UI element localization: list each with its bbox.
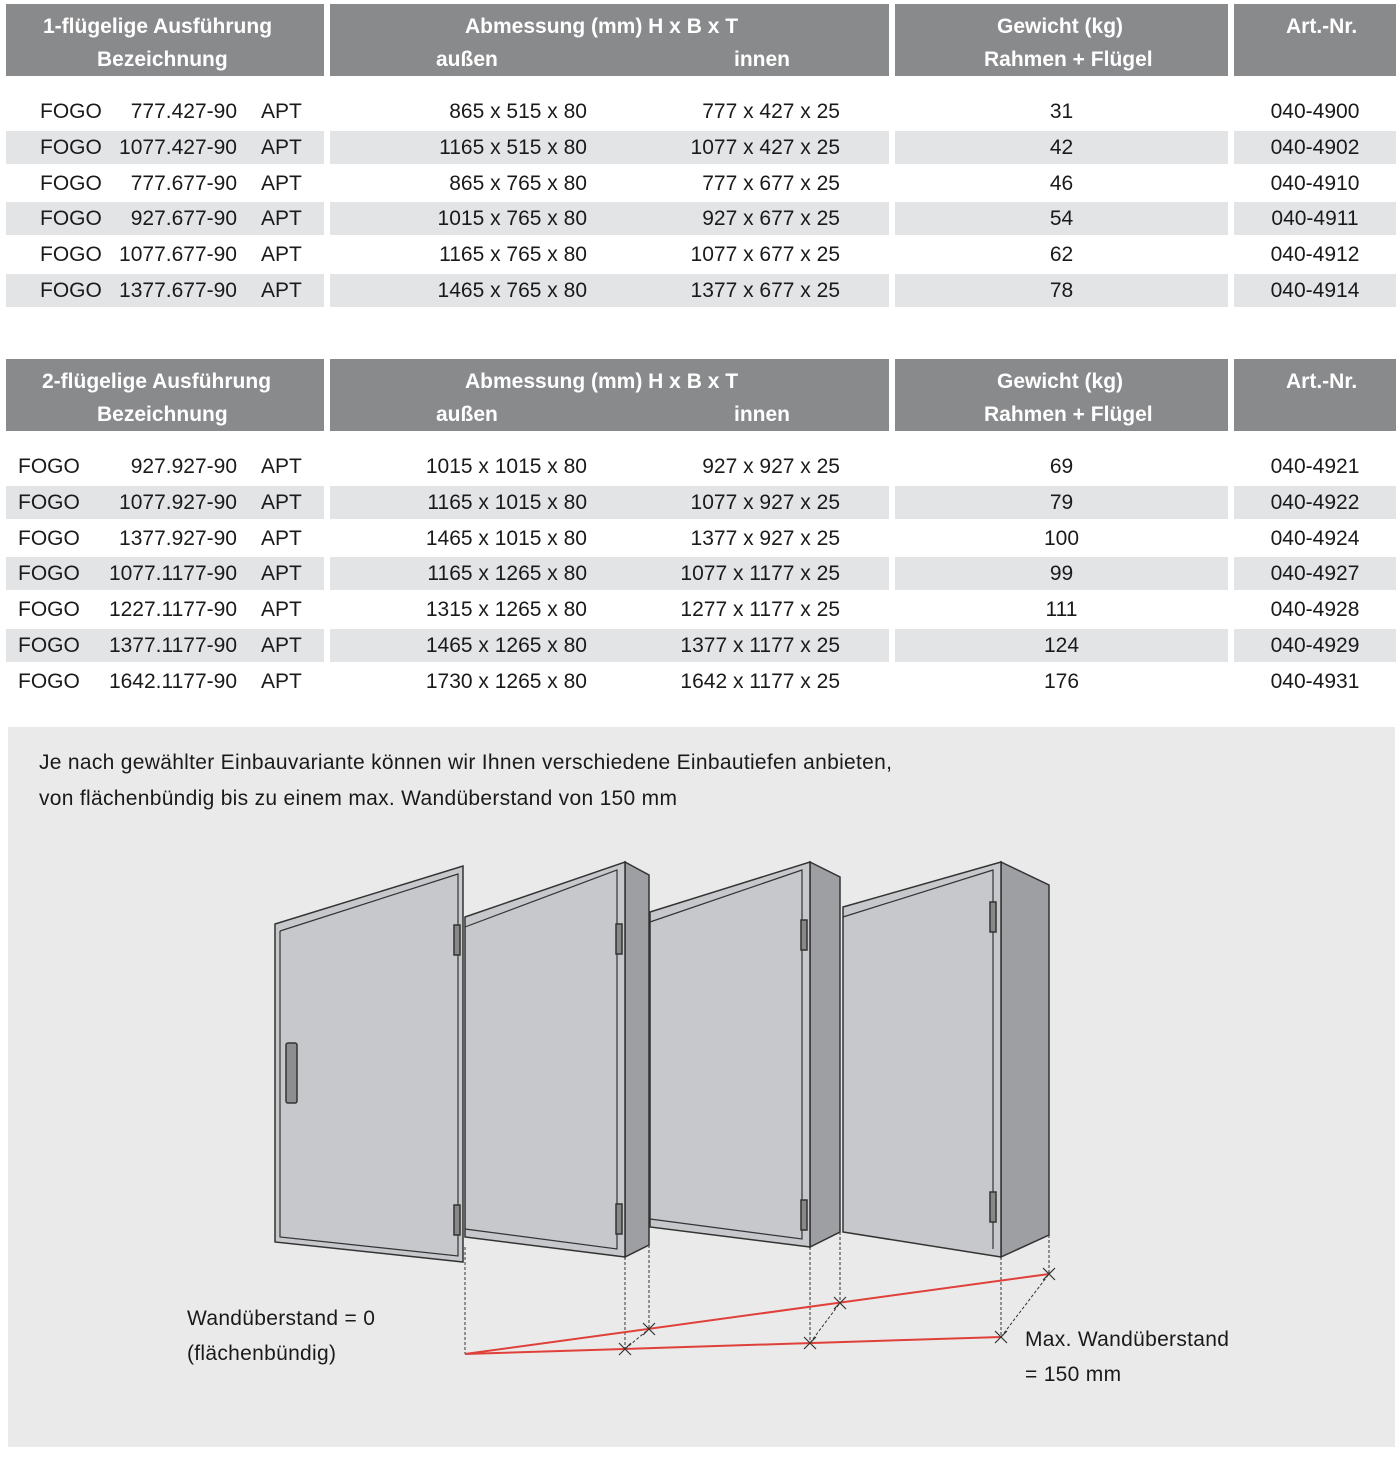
info-text-line-2: von flächenbündig bis zu einem max. Wandüberstand von 150 mm bbox=[39, 787, 678, 810]
label-max-line-1: Max. Wandüberstand bbox=[1025, 1328, 1230, 1351]
cell-inner-dimensions: 1377 x 677 x 25 bbox=[690, 279, 840, 302]
cabinet-2-icon bbox=[465, 862, 649, 1257]
cell-brand: FOGO bbox=[18, 598, 80, 622]
cell-code: 1077.1177-90 bbox=[108, 562, 237, 586]
table-cell bbox=[895, 131, 1228, 164]
table-cell bbox=[895, 522, 1228, 555]
table-cell bbox=[895, 238, 1228, 271]
cell-code: 777.677-90 bbox=[130, 171, 237, 195]
cell-brand: FOGO bbox=[18, 455, 80, 478]
table-row bbox=[6, 274, 1396, 307]
cell-outer-dimensions: 1315 x 1265 x 80 bbox=[425, 598, 587, 622]
cell-brand: FOGO bbox=[40, 100, 102, 123]
table-cell bbox=[1234, 274, 1396, 307]
header-abmessung-label: Abmessung (mm) H x B x T bbox=[465, 370, 739, 393]
cell-outer-dimensions: 1730 x 1265 x 80 bbox=[425, 669, 587, 693]
depth-lines bbox=[465, 1274, 1049, 1354]
cell-brand: FOGO bbox=[40, 207, 102, 231]
header-gewicht bbox=[895, 4, 1228, 76]
header-type-label: 2-flügelige Ausführung bbox=[42, 370, 272, 393]
cell-weight: 99 bbox=[1049, 562, 1074, 586]
cell-type: APT bbox=[261, 598, 302, 622]
cell-article-number: 040-4912 bbox=[1270, 243, 1360, 267]
cell-inner-dimensions: 1077 x 677 x 25 bbox=[690, 243, 840, 267]
cell-code: 1377.1177-90 bbox=[108, 634, 237, 657]
header-type-label: 1-flügelige Ausführung bbox=[43, 15, 273, 38]
cell-code: 1077.677-90 bbox=[119, 243, 237, 267]
cell-inner-dimensions: 1277 x 1177 x 25 bbox=[680, 598, 840, 622]
table-cell bbox=[1234, 593, 1396, 626]
table-2-fluegelig bbox=[6, 359, 1396, 699]
cell-weight: 69 bbox=[1049, 455, 1074, 478]
cell-weight: 78 bbox=[1049, 279, 1074, 302]
cell-article-number: 040-4921 bbox=[1270, 455, 1360, 478]
cell-brand: FOGO bbox=[18, 490, 80, 514]
table-cell bbox=[6, 486, 324, 519]
table-cell bbox=[330, 522, 889, 555]
cell-brand: FOGO bbox=[18, 562, 80, 586]
header-bezeichnung bbox=[6, 4, 324, 76]
table-row bbox=[6, 167, 1396, 200]
table-cell bbox=[6, 202, 324, 235]
table-cell bbox=[895, 593, 1228, 626]
header-artnr-label: Art.-Nr. bbox=[1286, 15, 1358, 38]
cell-weight: 31 bbox=[1049, 100, 1074, 123]
cell-type: APT bbox=[261, 455, 302, 478]
table-row bbox=[6, 450, 1396, 483]
cell-outer-dimensions: 1165 x 1015 x 80 bbox=[427, 490, 587, 514]
cell-outer-dimensions: 865 x 515 x 80 bbox=[449, 100, 587, 123]
cell-article-number: 040-4924 bbox=[1270, 526, 1360, 550]
table-cell bbox=[6, 629, 324, 662]
cell-type: APT bbox=[261, 526, 302, 550]
cell-outer-dimensions: 1015 x 1015 x 80 bbox=[425, 455, 587, 478]
cell-inner-dimensions: 1077 x 427 x 25 bbox=[690, 135, 840, 159]
cell-weight: 62 bbox=[1049, 243, 1074, 267]
table-cell bbox=[1234, 202, 1396, 235]
table-cell bbox=[1234, 629, 1396, 662]
cell-type: APT bbox=[261, 490, 302, 514]
cell-inner-dimensions: 1077 x 927 x 25 bbox=[690, 490, 840, 514]
header-aussen-label: außen bbox=[436, 403, 498, 426]
table-cell bbox=[330, 167, 889, 200]
table-row bbox=[6, 557, 1396, 590]
table-cell bbox=[895, 274, 1228, 307]
table-cell bbox=[6, 665, 324, 698]
cell-outer-dimensions: 1465 x 765 x 80 bbox=[437, 279, 587, 302]
label-max-line-2: = 150 mm bbox=[1025, 1363, 1122, 1386]
cabinet-3-icon bbox=[650, 862, 840, 1247]
cell-brand: FOGO bbox=[18, 634, 80, 657]
cell-code: 1377.927-90 bbox=[119, 526, 237, 550]
header-gewicht-label: Gewicht (kg) bbox=[997, 15, 1124, 38]
cell-type: APT bbox=[261, 669, 302, 693]
table-cell bbox=[1234, 238, 1396, 271]
table-row bbox=[6, 95, 1396, 128]
cell-inner-dimensions: 777 x 677 x 25 bbox=[702, 171, 840, 195]
cell-type: APT bbox=[261, 135, 302, 159]
table-row bbox=[6, 202, 1396, 235]
cell-inner-dimensions: 1642 x 1177 x 25 bbox=[680, 669, 840, 693]
table-row bbox=[6, 131, 1396, 164]
cabinet-4-icon bbox=[843, 862, 1049, 1257]
cell-outer-dimensions: 1165 x 765 x 80 bbox=[439, 243, 587, 267]
header-rahmen-label: Rahmen + Flügel bbox=[984, 48, 1153, 71]
door-handle-icon bbox=[286, 1043, 297, 1103]
label-flush-line-2: (flächenbündig) bbox=[187, 1342, 337, 1365]
cell-article-number: 040-4914 bbox=[1270, 279, 1360, 302]
table-1-fluegelig bbox=[6, 4, 1396, 308]
table-cell bbox=[895, 665, 1228, 698]
cell-weight: 46 bbox=[1049, 171, 1074, 195]
table-cell bbox=[1234, 450, 1396, 483]
cell-outer-dimensions: 1465 x 1265 x 80 bbox=[425, 634, 587, 657]
table-cell bbox=[6, 450, 324, 483]
cell-code: 1077.927-90 bbox=[119, 490, 237, 514]
table-cell bbox=[330, 665, 889, 698]
cell-inner-dimensions: 927 x 677 x 25 bbox=[702, 207, 840, 231]
cell-outer-dimensions: 1015 x 765 x 80 bbox=[437, 207, 587, 231]
cell-code: 1642.1177-90 bbox=[108, 669, 237, 693]
table-row bbox=[6, 665, 1396, 698]
cell-outer-dimensions: 1165 x 515 x 80 bbox=[439, 135, 587, 159]
cell-outer-dimensions: 865 x 765 x 80 bbox=[449, 171, 587, 195]
table-cell bbox=[1234, 557, 1396, 590]
cell-code: 927.927-90 bbox=[130, 455, 237, 478]
table-cell bbox=[330, 629, 889, 662]
table-cell bbox=[330, 202, 889, 235]
table-cell bbox=[330, 238, 889, 271]
header-aussen-label: außen bbox=[436, 48, 498, 71]
header-gewicht bbox=[895, 359, 1228, 431]
cell-article-number: 040-4900 bbox=[1270, 100, 1360, 123]
table-cell bbox=[6, 167, 324, 200]
table-cell bbox=[330, 450, 889, 483]
cell-brand: FOGO bbox=[18, 526, 80, 550]
cell-inner-dimensions: 777 x 427 x 25 bbox=[702, 100, 840, 123]
cell-article-number: 040-4911 bbox=[1271, 207, 1359, 231]
table-cell bbox=[330, 95, 889, 128]
cell-brand: FOGO bbox=[40, 243, 102, 267]
table-cell bbox=[330, 486, 889, 519]
table-cell bbox=[895, 95, 1228, 128]
info-text-line-1: Je nach gewählter Einbauvariante können wir Ihnen verschiedene Einbautiefen anbieten, bbox=[39, 751, 893, 774]
installation-info-panel bbox=[8, 727, 1395, 1447]
header-abmessung bbox=[330, 4, 889, 76]
cell-inner-dimensions: 1377 x 1177 x 25 bbox=[680, 634, 840, 657]
cell-type: APT bbox=[261, 243, 302, 267]
cell-type: APT bbox=[261, 171, 302, 195]
table-cell bbox=[330, 131, 889, 164]
table-row bbox=[6, 629, 1396, 662]
table-cell bbox=[1234, 95, 1396, 128]
cell-weight: 124 bbox=[1043, 634, 1080, 657]
cell-type: APT bbox=[261, 207, 302, 231]
header-abmessung-label: Abmessung (mm) H x B x T bbox=[465, 15, 739, 38]
header-bezeichnung bbox=[6, 359, 324, 431]
cell-type: APT bbox=[261, 279, 302, 302]
cell-type: APT bbox=[261, 100, 302, 123]
table-cell bbox=[1234, 522, 1396, 555]
header-abmessung bbox=[330, 359, 889, 431]
cell-code: 927.677-90 bbox=[130, 207, 237, 231]
cell-outer-dimensions: 1165 x 1265 x 80 bbox=[427, 562, 587, 586]
cell-brand: FOGO bbox=[40, 279, 102, 302]
cell-brand: FOGO bbox=[40, 135, 102, 159]
header-gewicht-label: Gewicht (kg) bbox=[997, 370, 1124, 393]
table-cell bbox=[895, 486, 1228, 519]
header-rahmen-label: Rahmen + Flügel bbox=[984, 403, 1153, 426]
label-flush-line-1: Wandüberstand = 0 bbox=[187, 1307, 376, 1330]
table-cell bbox=[1234, 167, 1396, 200]
table-cell bbox=[6, 95, 324, 128]
cell-article-number: 040-4922 bbox=[1270, 490, 1360, 514]
table-cell bbox=[1234, 486, 1396, 519]
table-cell bbox=[330, 274, 889, 307]
cell-inner-dimensions: 1377 x 927 x 25 bbox=[690, 526, 840, 550]
cell-code: 1077.427-90 bbox=[119, 135, 237, 159]
header-bezeichnung-label: Bezeichnung bbox=[97, 403, 228, 426]
table-cell bbox=[6, 238, 324, 271]
table-cell bbox=[6, 274, 324, 307]
cell-inner-dimensions: 927 x 927 x 25 bbox=[702, 455, 840, 478]
cell-inner-dimensions: 1077 x 1177 x 25 bbox=[680, 562, 840, 586]
table-cell bbox=[895, 629, 1228, 662]
cell-type: APT bbox=[261, 634, 302, 657]
cell-code: 1377.677-90 bbox=[119, 279, 237, 302]
cell-weight: 100 bbox=[1043, 526, 1080, 550]
table-cell bbox=[330, 557, 889, 590]
table-row bbox=[6, 238, 1396, 271]
table-cell bbox=[895, 450, 1228, 483]
cell-weight: 111 bbox=[1045, 598, 1078, 622]
header-innen-label: innen bbox=[734, 403, 790, 426]
cell-code: 1227.1177-90 bbox=[108, 598, 237, 622]
header-artnr bbox=[1234, 4, 1396, 76]
header-innen-label: innen bbox=[734, 48, 790, 71]
header-artnr bbox=[1234, 359, 1396, 431]
cabinet-1-icon bbox=[275, 866, 463, 1262]
cell-article-number: 040-4931 bbox=[1270, 669, 1360, 693]
table-cell bbox=[6, 131, 324, 164]
table-cell bbox=[895, 202, 1228, 235]
cell-brand: FOGO bbox=[40, 171, 102, 195]
cell-article-number: 040-4910 bbox=[1270, 171, 1360, 195]
table-row bbox=[6, 486, 1396, 519]
cell-article-number: 040-4928 bbox=[1270, 598, 1360, 622]
cell-weight: 54 bbox=[1049, 207, 1074, 231]
table-cell bbox=[6, 557, 324, 590]
header-artnr-label: Art.-Nr. bbox=[1286, 370, 1358, 393]
table-cell bbox=[6, 522, 324, 555]
header-bezeichnung-label: Bezeichnung bbox=[97, 48, 228, 71]
table-cell bbox=[895, 167, 1228, 200]
cell-article-number: 040-4902 bbox=[1270, 135, 1360, 159]
table-cell bbox=[6, 593, 324, 626]
cell-weight: 176 bbox=[1043, 669, 1080, 693]
cell-type: APT bbox=[261, 562, 302, 586]
cell-outer-dimensions: 1465 x 1015 x 80 bbox=[425, 526, 587, 550]
cell-weight: 42 bbox=[1049, 135, 1074, 159]
cell-brand: FOGO bbox=[18, 669, 80, 693]
cell-article-number: 040-4929 bbox=[1270, 634, 1360, 657]
table-row bbox=[6, 522, 1396, 555]
table-row bbox=[6, 593, 1396, 626]
table-cell bbox=[895, 557, 1228, 590]
cell-code: 777.427-90 bbox=[130, 100, 237, 123]
table-cell bbox=[1234, 665, 1396, 698]
table-cell bbox=[330, 593, 889, 626]
cell-weight: 79 bbox=[1049, 490, 1074, 514]
cell-article-number: 040-4927 bbox=[1270, 562, 1360, 586]
table-cell bbox=[1234, 131, 1396, 164]
